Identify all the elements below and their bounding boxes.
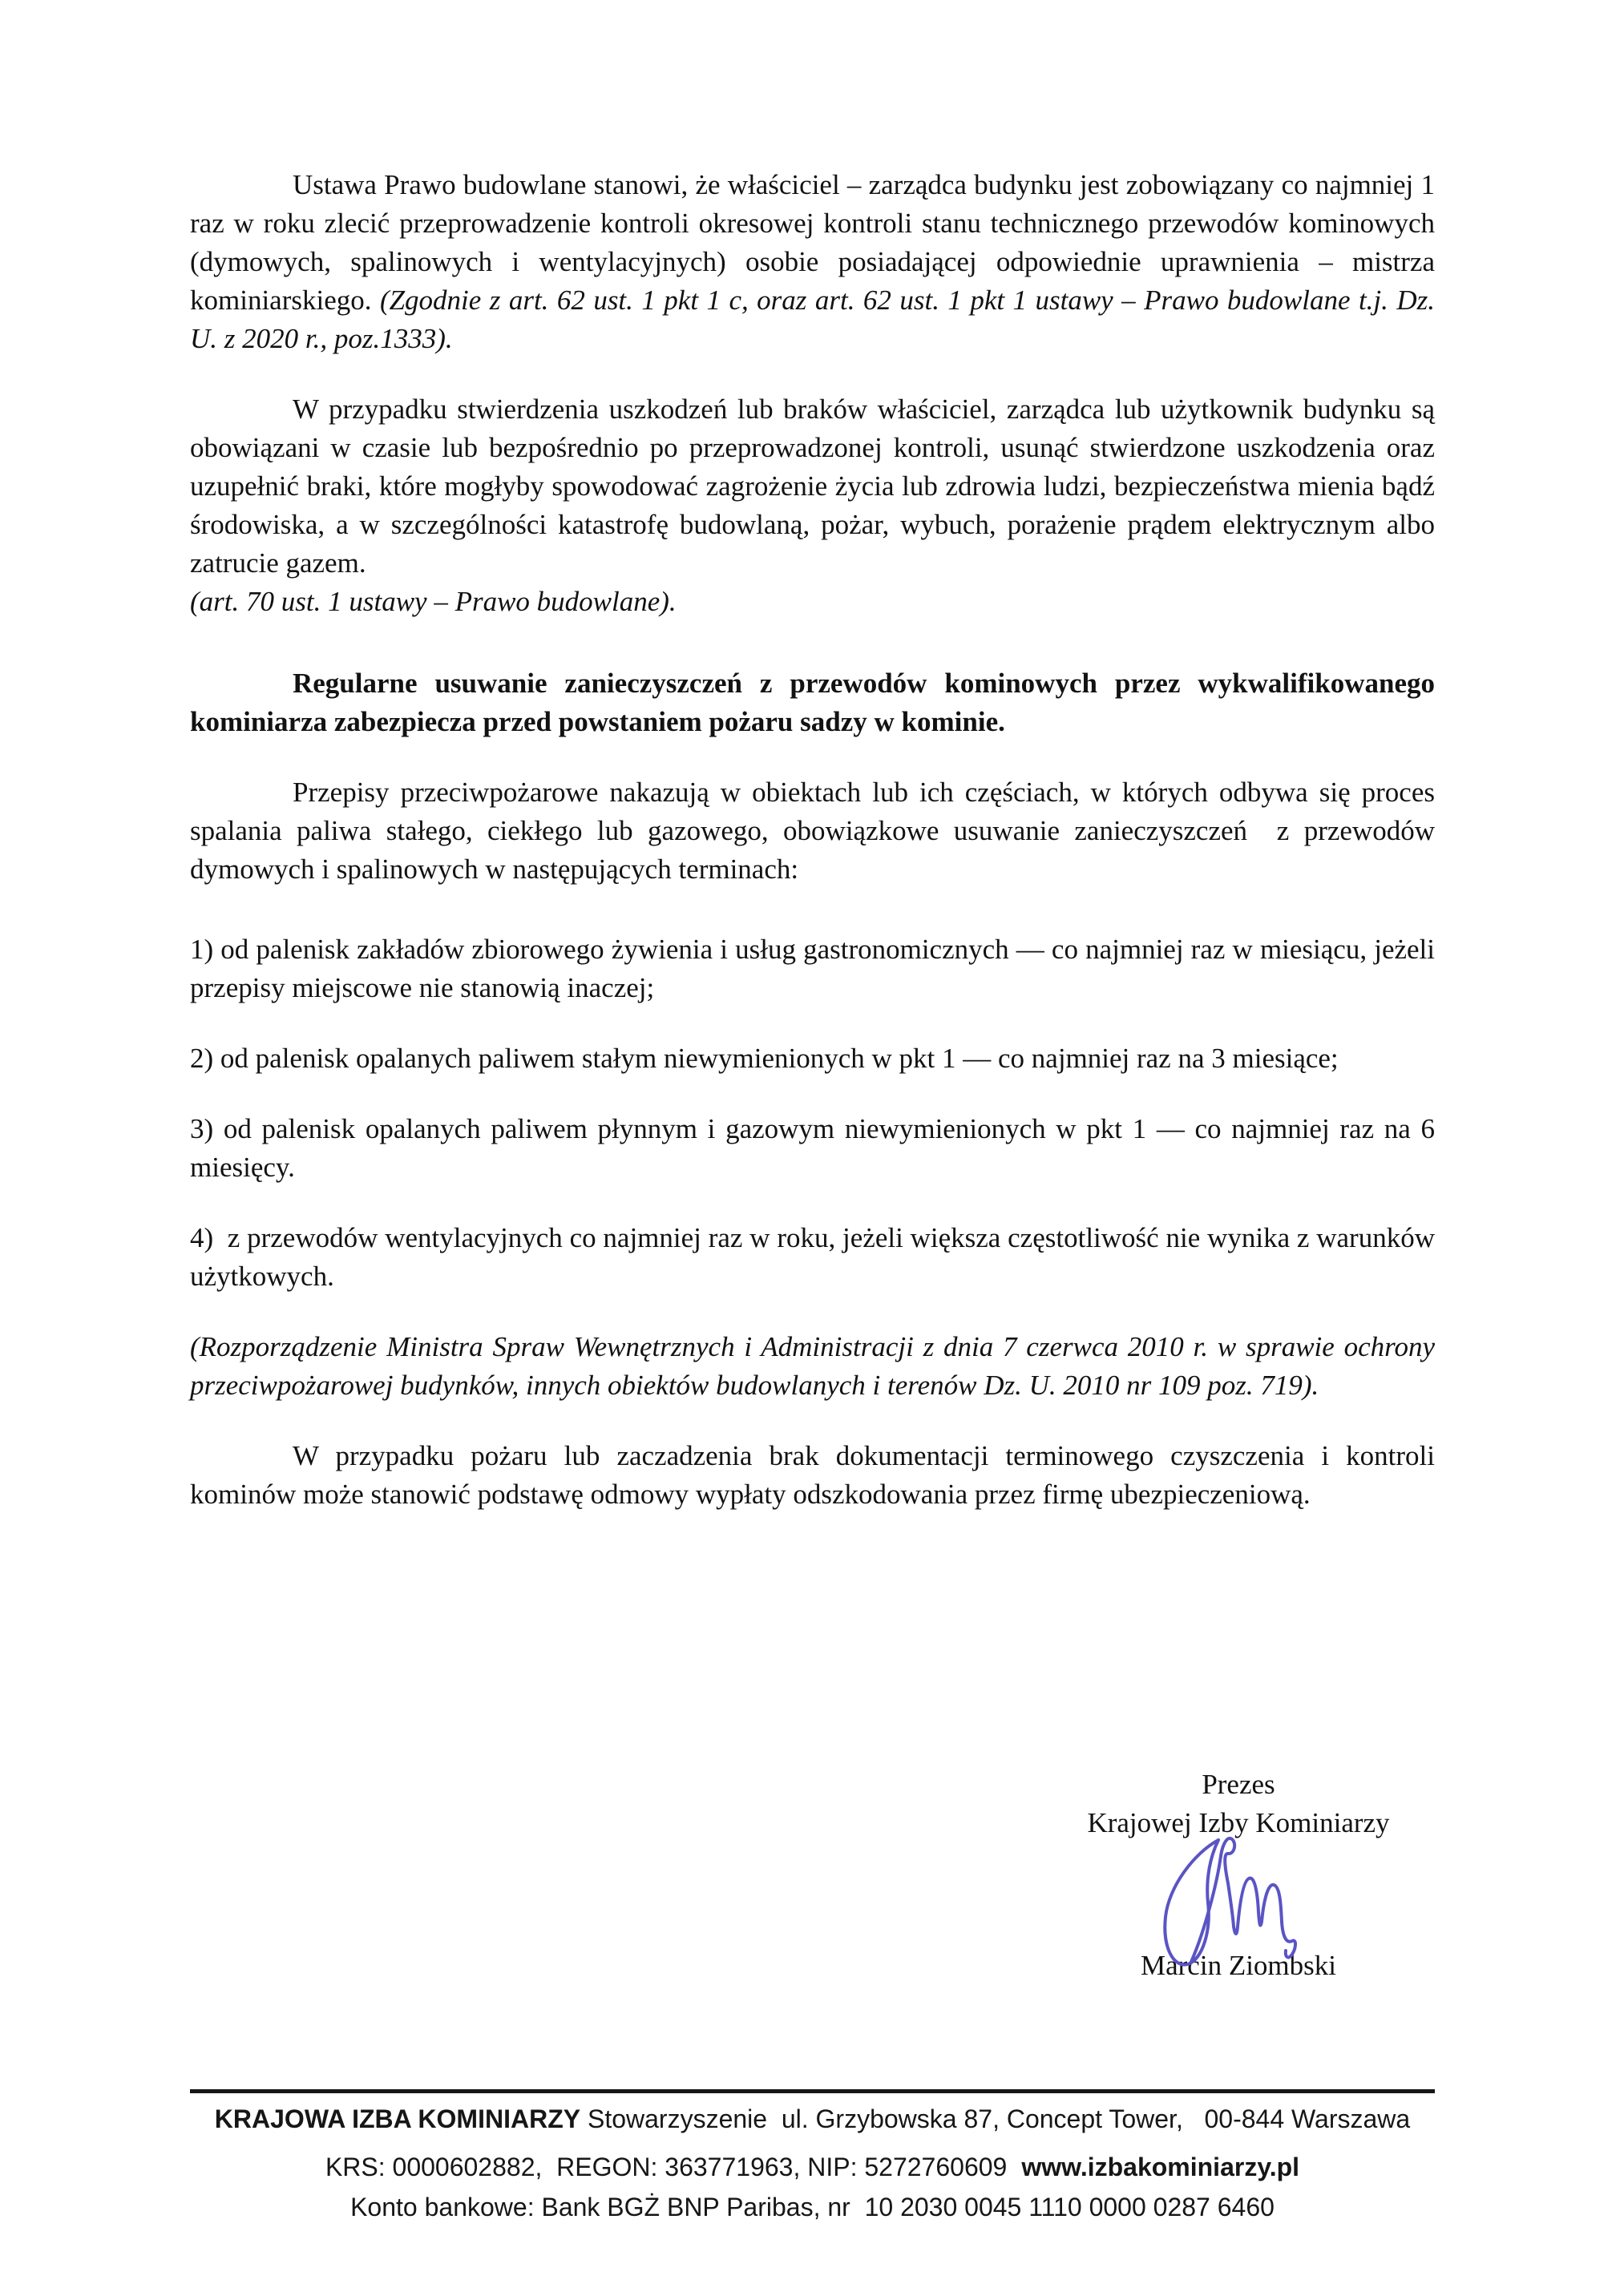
signatory-name: Marcin Ziombski	[1141, 1950, 1336, 1981]
list-item-2: 2) od palenisk opalanych paliwem stałym niewymienionych w pkt 1 — co najmniej raz na 3 miesiące;	[190, 1043, 1339, 1074]
paragraph-regulation-citation: (Rozporządzenie Ministra Spraw Wewnętrznych i Administracji z dnia 7 czerwca 2010 r. w sprawie ochrony przeciwpożarowej budynków, innych obiektów budowlanych i terenów Dz. U. 2010 nr 109 poz. 719).	[190, 1331, 1435, 1401]
footer-org-address: Stowarzyszenie ul. Grzybowska 87, Concept Tower, 00-844 Warszawa	[587, 2104, 1411, 2133]
handwritten-signature-icon	[1145, 1829, 1305, 1977]
letter-body	[190, 0, 1435, 1546]
paragraph-legal-basis-text: Ustawa Prawo budowlane stanowi, że właściciel – zarządca budynku jest zobowiązany co najmniej 1 raz w roku zlecić przeprowadzenie kontroli okresowej kontroli stanu technicznego przewodów kominowych (dymowych, spalinowych i wentylacyjnych) osobie posiadającej odpowiednie uprawnienia – mistrza kominiarskiego.	[190, 169, 1435, 316]
footer-registry-numbers: KRS: 0000602882, REGON: 363771963, NIP: 5272760609	[325, 2153, 1008, 2181]
paragraph-bold-statement: Regularne usuwanie zanieczyszczeń z przewodów kominowych przez wykwalifikowanego kominiarza zabezpiecza przed powstaniem pożaru sadzy w kominie.	[190, 668, 1435, 737]
list-item-1: 1) od palenisk zakładów zbiorowego żywienia i usług gastronomicznych — co najmniej raz w miesiącu, jeżeli przepisy miejscowe nie stanowią inaczej;	[190, 934, 1435, 1003]
signature-ink	[1165, 1838, 1295, 1965]
footer-bank-line: Konto bankowe: Bank BGŻ BNP Paribas, nr 10 2030 0045 1110 0000 0287 6460	[350, 2193, 1275, 2221]
list-item-4: 4) z przewodów wentylacyjnych co najmniej raz w roku, jeżeli większa częstotliwość nie wynika z warunków użytkowych.	[190, 1222, 1435, 1292]
footer-website-link: www.izbakominiarzy.pl	[1021, 2153, 1300, 2181]
footer-registry-line	[190, 2148, 1435, 2186]
footer-org-name: KRAJOWA IZBA KOMINIARZY	[214, 2104, 581, 2133]
paragraph-legal-basis-citation: (Zgodnie z art. 62 ust. 1 pkt 1 c, oraz art. 62 ust. 1 pkt 1 ustawy – Prawo budowlane t.j. Dz. U. z 2020 r., poz.1333).	[190, 284, 1435, 354]
paragraph-defects-obligation	[190, 390, 1435, 621]
footer-org-line	[190, 2100, 1435, 2138]
signatory-title-line1: Prezes	[1202, 1769, 1275, 1800]
paragraph-defects-text: W przypadku stwierdzenia uszkodzeń lub braków właściciel, zarządca lub użytkownik budynku są obowiązani w czasie lub bezpośrednio po przeprowadzonej kontroli, usunąć stwierdzone uszkodzenia oraz uzupełnić braki, które mogłyby spowodować zagrożenie życia lub zdrowia ludzi, bezpieczeństwa mienia bądź środowiska, a w szczególności katastrofę budowlaną, pożar, wybuch, porażenie prądem elektrycznym albo zatrucie gazem.	[190, 393, 1435, 579]
paragraph-fire-regulations: Przepisy przeciwpożarowe nakazują w obiektach lub ich częściach, w których odbywa się proces spalania paliwa stałego, ciekłego lub gazowego, obowiązkowe usuwanie zanieczyszczeń z przewodów dymowych i spalinowych w następujących terminach:	[190, 777, 1435, 885]
paragraph-closing: W przypadku pożaru lub zaczadzenia brak dokumentacji terminowego czyszczenia i kontroli kominów może stanowić podstawę odmowy wypłaty odszkodowania przez firmę ubezpieczeniową.	[190, 1440, 1435, 1510]
list-item-3: 3) od palenisk opalanych paliwem płynnym i gazowym niewymienionych w pkt 1 — co najmniej raz na 6 miesięcy.	[190, 1113, 1435, 1183]
signatory-title-line2: Krajowej Izby Kominiarzy	[1087, 1807, 1390, 1838]
letterhead-footer	[190, 2089, 1435, 2226]
paragraph-legal-basis	[190, 166, 1435, 358]
paragraph-defects-citation: (art. 70 ust. 1 ustawy – Prawo budowlane).	[190, 586, 677, 617]
